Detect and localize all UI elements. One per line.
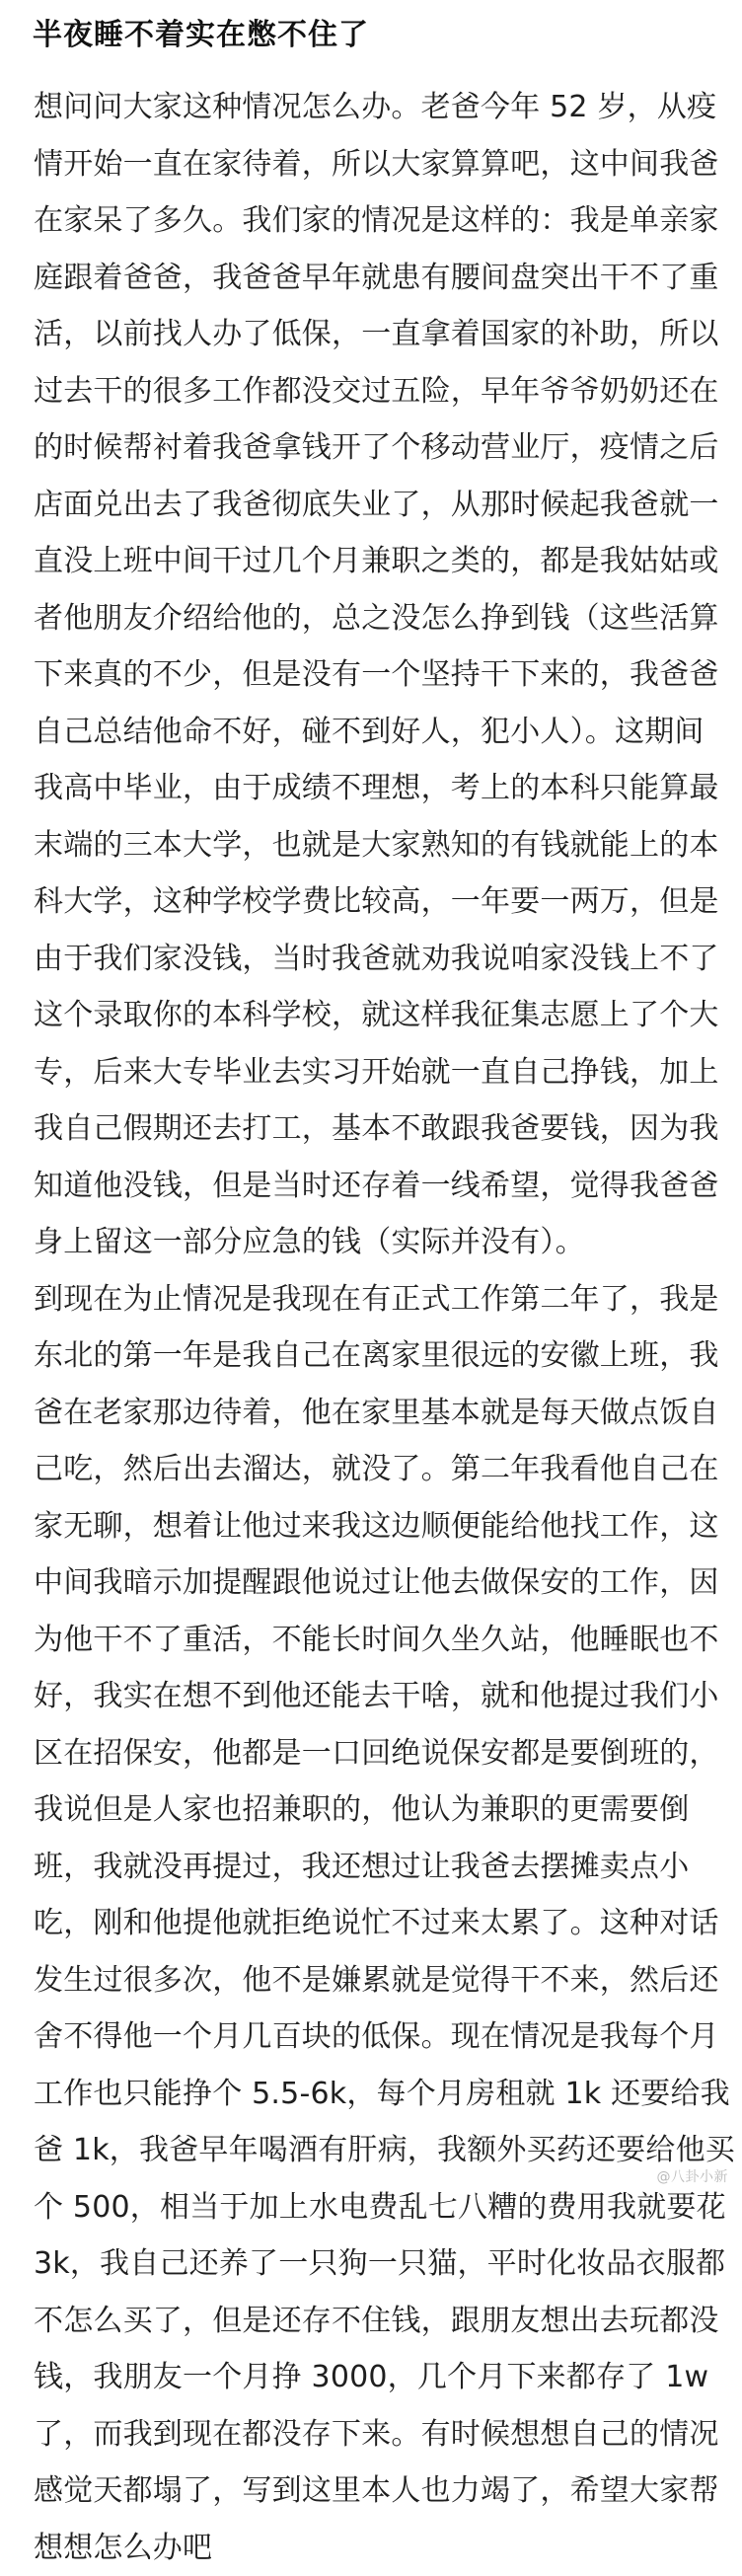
post-body-line: 爸 1k，我爸早年喝酒有肝病，我额外买药还要给他买 (34, 2122, 724, 2179)
post-body-line: 自己总结他命不好，碰不到好人，犯小人）。这期间 (34, 704, 724, 761)
post-body-line: 我自己假期还去打工，基本不敢跟我爸要钱，因为我 (34, 1100, 724, 1158)
post-body-line: 者他朋友介绍给他的，总之没怎么挣到钱（这些活算 (34, 590, 724, 647)
post-body-line: 直没上班中间干过几个月兼职之类的，都是我姑姑或 (34, 533, 724, 590)
post-body-line: 舍不得他一个月几百块的低保。现在情况是我每个月 (34, 2008, 724, 2066)
post-body-line: 情开始一直在家待着，所以大家算算吧，这中间我爸 (34, 136, 724, 193)
post-body-line: 我说但是人家也招兼职的，他认为兼职的更需要倒 (34, 1781, 724, 1839)
post-body-line: 我高中毕业，由于成绩不理想，考上的本科只能算最 (34, 760, 724, 817)
post-body (34, 79, 724, 2576)
post-body-line: 钱，我朋友一个月挣 3000，几个月下来都存了 1w (34, 2349, 724, 2406)
post-title: 半夜睡不着实在憋不住了 (33, 14, 369, 57)
post-body-line: 在家呆了多久。我们家的情况是这样的：我是单亲家 (34, 192, 724, 250)
post-body-line: 个 500，相当于加上水电费乱七八糟的费用我就要花 (34, 2179, 724, 2236)
post-body-line: 活，以前找人办了低保，一直拿着国家的补助，所以 (34, 306, 724, 363)
post-body-line: 东北的第一年是我自己在离家里很远的安徽上班，我 (34, 1327, 724, 1385)
post-body-line: 3k，我自己还养了一只狗一只猫，平时化妆品衣服都 (34, 2235, 724, 2293)
post-body-line: 区在招保安，他都是一口回绝说保安都是要倒班的， (34, 1725, 724, 1782)
post-body-line: 吃，刚和他提他就拒绝说忙不过来太累了。这种对话 (34, 1895, 724, 1952)
post-body-line: 为他干不了重活，不能长时间久坐久站，他睡眠也不 (34, 1612, 724, 1669)
post-body-line: 想问问大家这种情况怎么办。老爸今年 52 岁，从疫 (34, 79, 724, 136)
post-body-line: 发生过很多次，他不是嫌累就是觉得干不来，然后还 (34, 1952, 724, 2009)
post-body-line: 由于我们家没钱，当时我爸就劝我说咱家没钱上不了 (34, 931, 724, 988)
post-body-line: 感觉天都塌了，写到这里本人也力竭了，希望大家帮 (34, 2462, 724, 2520)
post-body-line: 过去干的很多工作都没交过五险，早年爷爷奶奶还在 (34, 363, 724, 420)
post-body-line: 身上留这一部分应急的钱（实际并没有）。 (34, 1214, 724, 1271)
post-body-line: 班，我就没再提过，我还想过让我爸去摆摊卖点小 (34, 1839, 724, 1896)
post-body-line: 不怎么买了，但是还存不住钱，跟朋友想出去玩都没 (34, 2293, 724, 2350)
post-body-line: 科大学，这种学校学费比较高，一年要一两万，但是 (34, 873, 724, 931)
post-body-line: 的时候帮衬着我爸拿钱开了个移动营业厅，疫情之后 (34, 419, 724, 477)
post-body-line: 店面兑出去了我爸彻底失业了，从那时候起我爸就一 (34, 477, 724, 534)
post-body-line: 了，而我到现在都没存下来。有时候想想自己的情况 (34, 2406, 724, 2463)
post-body-line: 好，我实在想不到他还能去干啥，就和他提过我们小 (34, 1668, 724, 1725)
post-body-line: 知道他没钱，但是当时还存着一线希望，觉得我爸爸 (34, 1158, 724, 1215)
post-body-line: 末端的三本大学，也就是大家熟知的有钱就能上的本 (34, 817, 724, 874)
post-body-line: 想想怎么办吧 (34, 2520, 724, 2576)
post-body-line: 到现在为止情况是我现在有正式工作第二年了，我是 (34, 1271, 724, 1328)
post-body-line: 家无聊，想着让他过来我这边顺便能给他找工作，这 (34, 1498, 724, 1555)
post-body-line: 工作也只能挣个 5.5-6k，每个月房租就 1k 还要给我 (34, 2066, 724, 2123)
post-body-line: 庭跟着爸爸，我爸爸早年就患有腰间盘突出干不了重 (34, 250, 724, 307)
post-body-line: 中间我暗示加提醒跟他说过让他去做保安的工作，因 (34, 1554, 724, 1612)
post-body-line: 下来真的不少，但是没有一个坚持干下来的，我爸爸 (34, 646, 724, 704)
post-body-line: 这个录取你的本科学校，就这样我征集志愿上了个大 (34, 987, 724, 1044)
post-body-line: 己吃，然后出去溜达，就没了。第二年我看他自己在 (34, 1441, 724, 1498)
post-body-line: 专，后来大专毕业去实习开始就一直自己挣钱，加上 (34, 1044, 724, 1101)
watermark: @八卦小新 (657, 2166, 729, 2186)
post-body-line: 爸在老家那边待着，他在家里基本就是每天做点饭自 (34, 1385, 724, 1442)
